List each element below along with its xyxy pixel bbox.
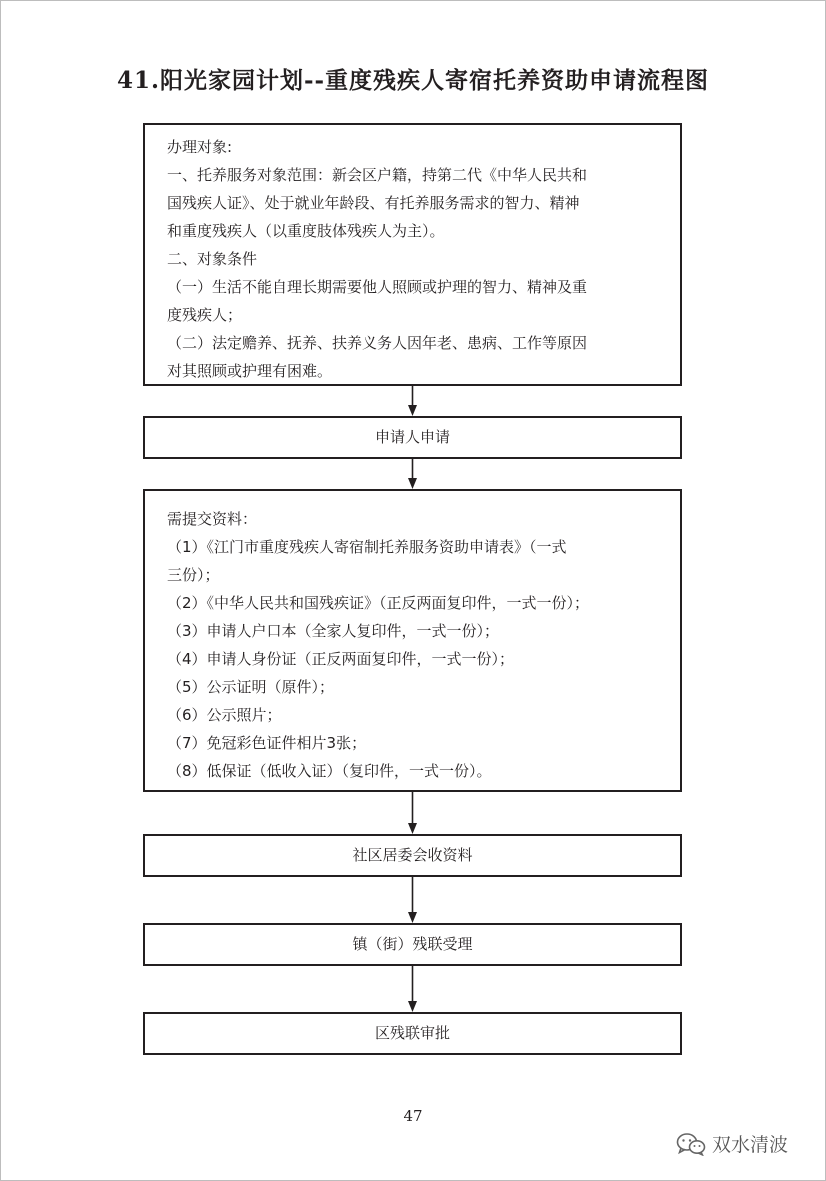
watermark: [676, 1130, 788, 1157]
step-apply-label: 申请人申请: [374, 428, 450, 446]
step-community-label: 社区居委会收资料: [352, 846, 473, 864]
page-number: 47: [403, 1107, 423, 1125]
flow-arrow: [412, 877, 413, 923]
flow-arrow: [412, 386, 413, 416]
step-district-label: 区残联审批: [374, 1024, 450, 1042]
step-town-box: [143, 923, 682, 966]
step-apply-box: [143, 416, 682, 459]
eligibility-line: （二）法定赡养、抚养、扶养义务人因年老、患病、工作等原因: [167, 334, 588, 352]
eligibility-line: 办理对象:: [167, 138, 233, 156]
materials-line: （3）申请人户口本（全家人复印件，一式一份）；: [167, 622, 500, 640]
materials-line: （6）公示照片；: [167, 706, 282, 724]
materials-line: 需提交资料：: [167, 510, 258, 528]
materials-line: （8）低保证（低收入证）（复印件，一式一份）。: [167, 762, 492, 780]
flow-arrow: [412, 459, 413, 489]
eligibility-line: 和重度残疾人（以重度肢体残疾人为主）。: [167, 222, 445, 240]
materials-line: 三份）；: [167, 566, 220, 584]
eligibility-line: 二、对象条件: [167, 250, 258, 268]
eligibility-line: 一、托养服务对象范围：新会区户籍，持第二代《中华人民共和: [167, 166, 588, 184]
materials-line: （2）《中华人民共和国残疾证》（正反两面复印件，一式一份）；: [167, 594, 590, 612]
page-title: 41.阳光家园计划--重度残疾人寄宿托养资助申请流程图: [116, 67, 710, 94]
materials-box: [143, 489, 682, 792]
eligibility-line: （一）生活不能自理长期需要他人照顾或护理的智力、精神及重: [167, 278, 588, 296]
eligibility-line: 国残疾人证》、处于就业年龄段、有托养服务需求的智力、精神: [167, 194, 580, 212]
eligibility-box: [143, 123, 682, 386]
step-town-label: 镇（街）残联受理: [352, 935, 473, 953]
flow-arrow: [412, 966, 413, 1012]
watermark-text: 双水清波: [712, 1134, 789, 1156]
step-community-box: [143, 834, 682, 877]
materials-line: （4）申请人身份证（正反两面复印件，一式一份）；: [167, 650, 515, 668]
wechat-icon: [676, 1132, 706, 1156]
materials-line: （7）免冠彩色证件相片3张；: [167, 734, 367, 752]
step-district-box: [143, 1012, 682, 1055]
eligibility-line: 对其照顾或护理有困难。: [167, 362, 333, 380]
materials-line: （1）《江门市重度残疾人寄宿制托养服务资助申请表》（一式: [167, 538, 567, 556]
eligibility-line: 度残疾人；: [167, 306, 243, 324]
flow-arrow: [412, 792, 413, 834]
materials-line: （5）公示证明（原件）；: [167, 678, 335, 696]
